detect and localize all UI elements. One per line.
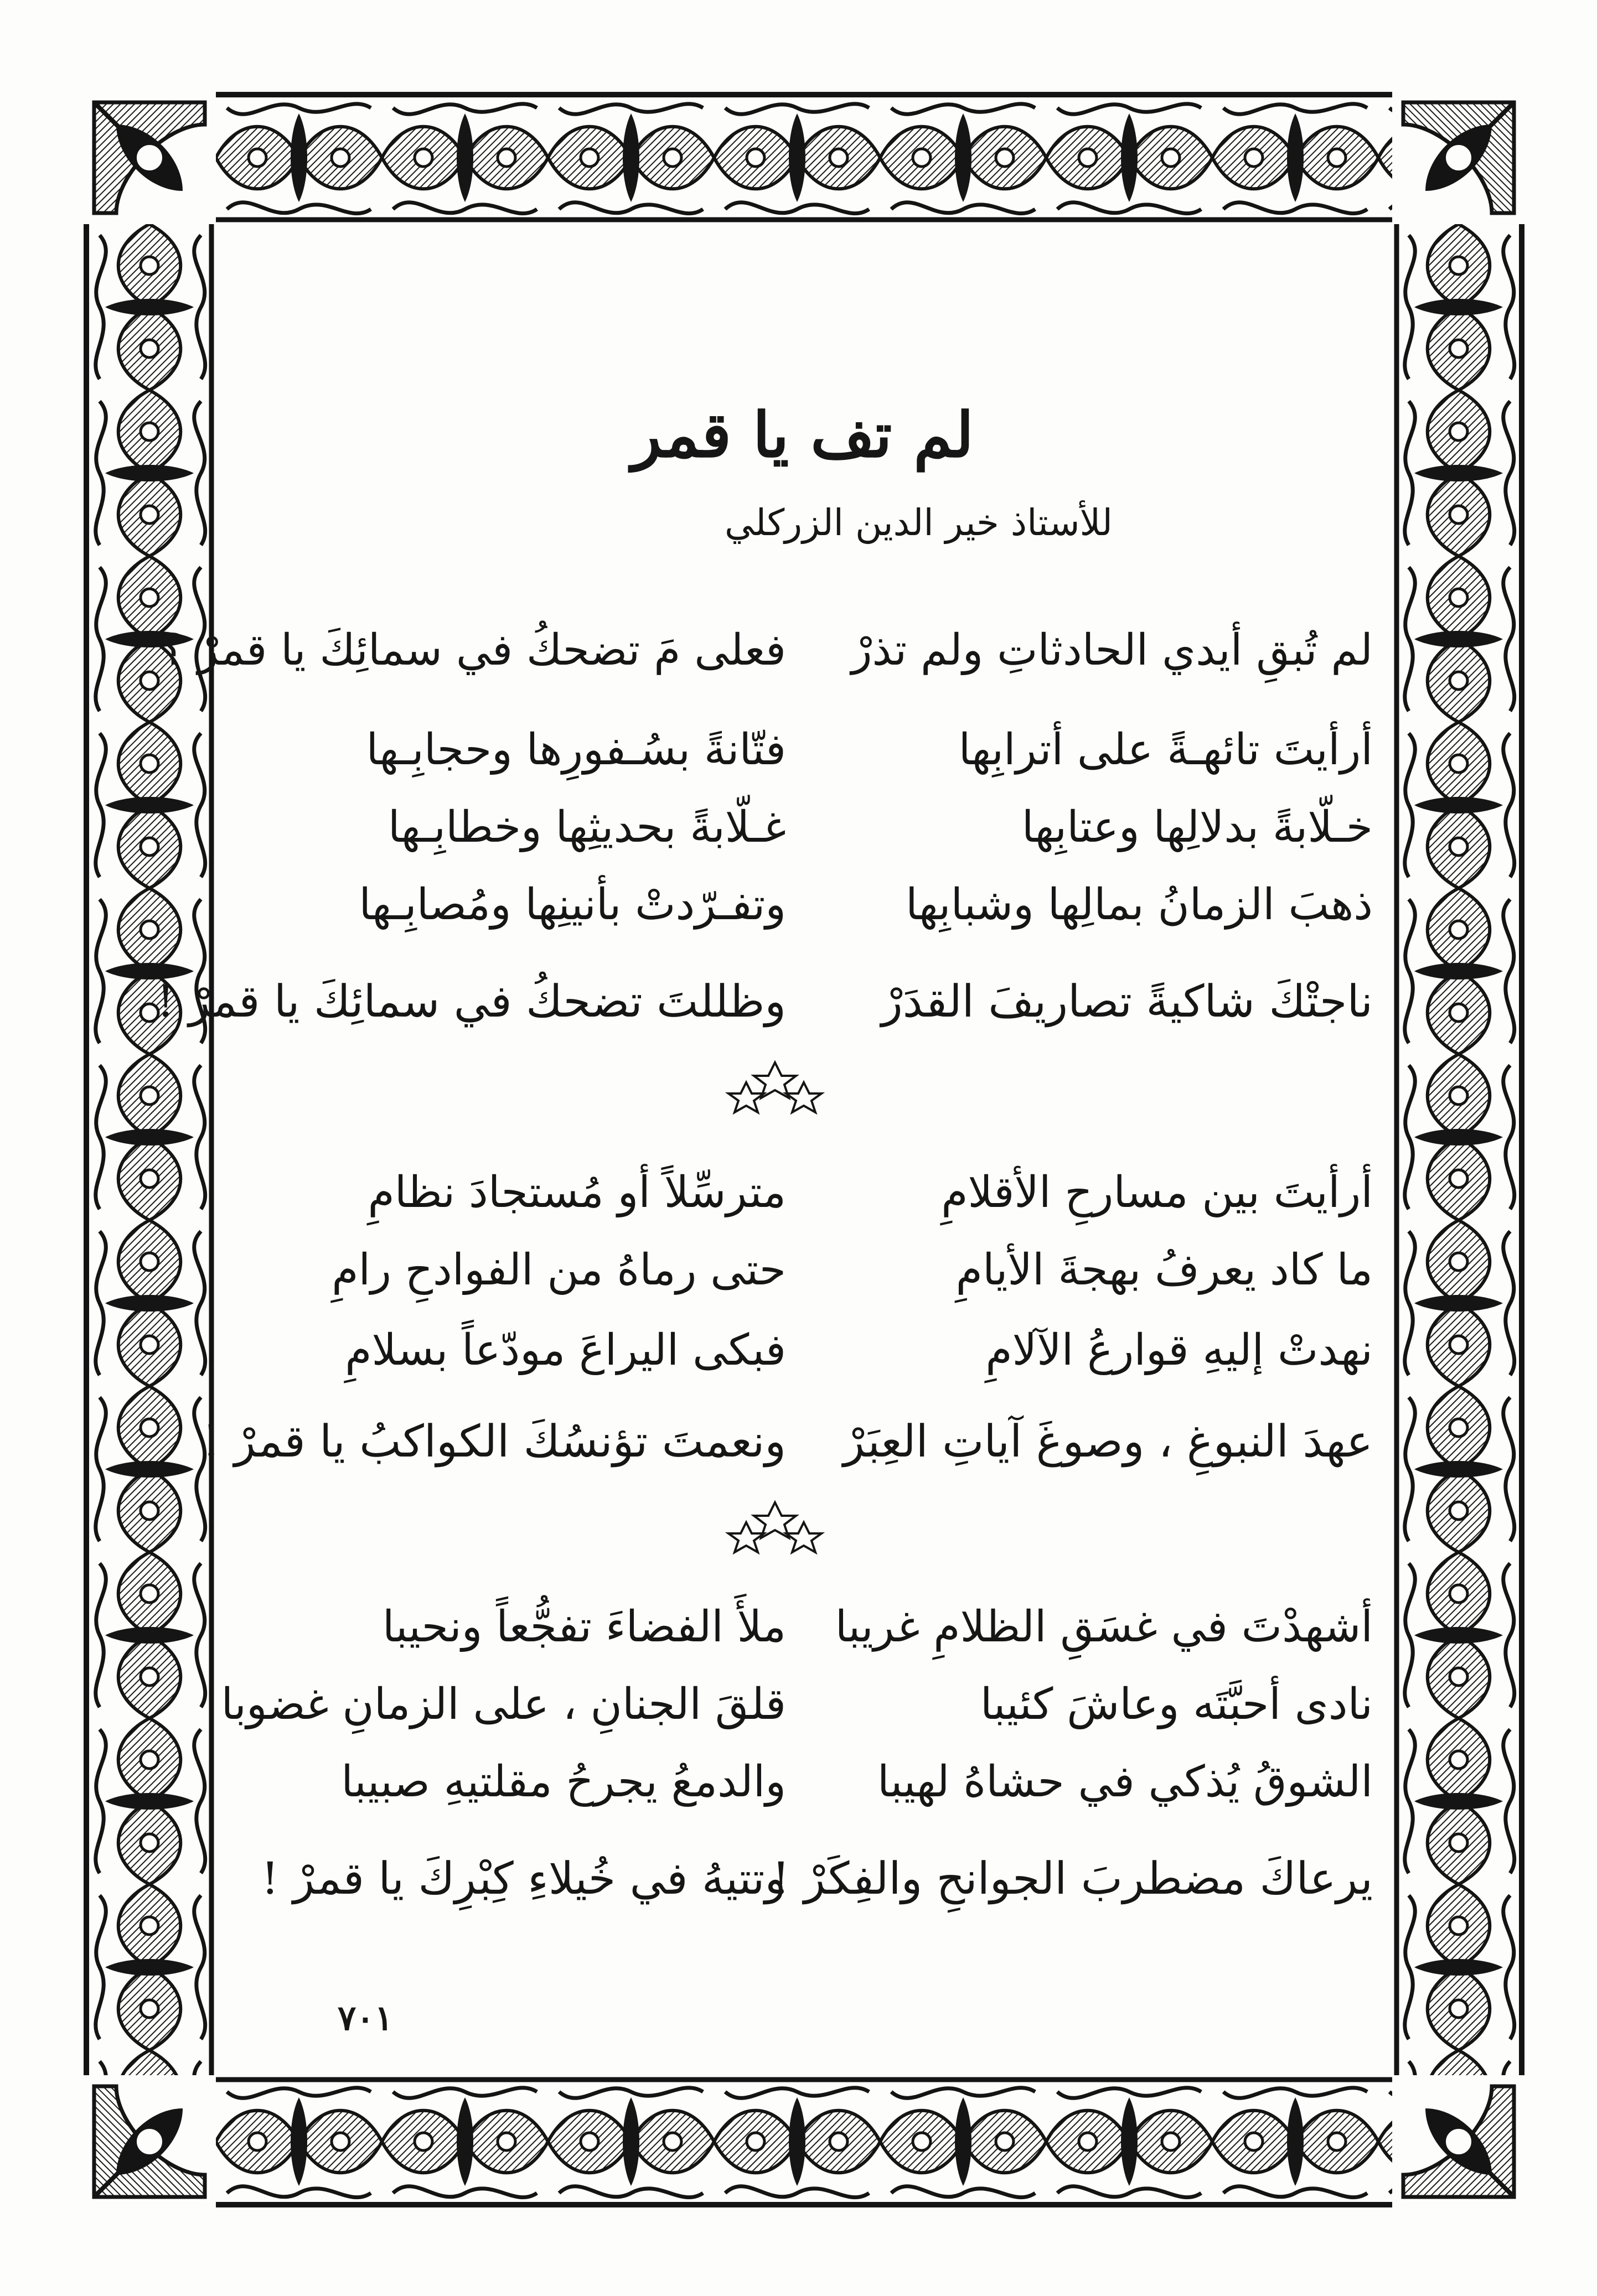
verse-line	[232, 1843, 1373, 1915]
stanza-separator	[720, 1497, 830, 1563]
verse-second-hemistich: غـلّابةً بحديثِها وخطابِـها	[387, 802, 786, 852]
verse-line	[232, 1157, 1373, 1229]
star-ornament-icon	[720, 1057, 830, 1123]
verse-first-hemistich: ناجتْكَ شاكيةً تصاريفَ القدَرْ	[881, 976, 1373, 1027]
verse-line	[232, 1234, 1373, 1306]
verse-first-hemistich: يرعاكَ مضطربَ الجوانحِ والفِكَرْ !	[772, 1853, 1373, 1904]
poem-page	[157, 238, 1373, 2108]
verse-second-hemistich: فبكى اليراعَ مودّعاً بسلامِ	[345, 1325, 786, 1375]
verse-first-hemistich: ذهبَ الزمانُ بمالِها وشبابِها	[906, 880, 1373, 930]
verse-second-hemistich: وتفـرّدتْ بأنينِها ومُصابِـها	[359, 880, 786, 930]
verse-second-hemistich: مترسِّلاً أو مُستجادَ نظامِ	[368, 1168, 786, 1217]
verse-first-hemistich: عهدَ النبوغِ ، وصوغَ آياتِ العِبَرْ	[843, 1416, 1373, 1467]
verse-line	[232, 1591, 1373, 1663]
verse-second-hemistich: وتتيهُ في خُيلاءِ كِبْرِكَ يا قمرْ !	[261, 1853, 786, 1904]
verse-line	[232, 1746, 1373, 1818]
verse-second-hemistich: ملأَ الفضاءَ تفجُّعاً ونحيبا	[382, 1602, 786, 1652]
star-ornament-icon	[720, 1497, 830, 1563]
verse-first-hemistich: خـلّابةً بدلالِها وعتابِها	[1021, 802, 1373, 852]
verse-second-hemistich: حتى رماهُ من الفوادحِ رامِ	[332, 1245, 786, 1295]
verse-line	[161, 614, 1373, 686]
poem-author: للأستاذ خير الدين الزركلي	[725, 501, 1113, 544]
verse-first-hemistich: أرأيتَ تائهـةً على أترابِها	[958, 725, 1373, 775]
verse-second-hemistich: ونعمتَ تؤنسُكَ الكواكبُ يا قمرْ !	[202, 1416, 786, 1467]
poem-title: لم تف يا قمر	[631, 399, 974, 471]
verse-first-hemistich: أرأيتَ بين مسارحِ الأقلامِ	[941, 1168, 1373, 1217]
verse-first-hemistich: لم تُبقِ أيدي الحادثاتِ ولم تذرْ	[851, 625, 1373, 675]
verse-line	[232, 1314, 1373, 1386]
verse-first-hemistich: الشوقُ يُذكي في حشاهُ لهيبا	[877, 1757, 1373, 1807]
verse-second-hemistich: وظللتَ تضحكُ في سمائِكَ يا قمرْ !	[157, 976, 786, 1027]
verse-first-hemistich: نهدتْ إليهِ قوارعُ الآلامِ	[985, 1325, 1373, 1375]
verse-second-hemistich: فتّانةً بسُـفورِها وحجابِـها	[366, 725, 786, 775]
verse-line	[157, 966, 1373, 1038]
verse-first-hemistich: ما كاد يعرفُ بهجةَ الأيامِ	[955, 1245, 1373, 1295]
stanza-separator	[720, 1057, 830, 1123]
page-number: ٧٠١	[338, 1998, 393, 2038]
verse-first-hemistich: أشهدْتَ في غسَقِ الظلامِ غريبا	[835, 1602, 1373, 1652]
verse-second-hemistich: قلقَ الجنانِ ، على الزمانِ غضوبا	[221, 1680, 786, 1729]
verse-line	[221, 1668, 1373, 1740]
verse-second-hemistich: والدمعُ يجرحُ مقلتيهِ صبيبا	[341, 1757, 786, 1807]
verse-line	[202, 1406, 1373, 1478]
verse-first-hemistich: نادى أحبَّتَه وعاشَ كئيبا	[980, 1680, 1373, 1729]
verse-line	[232, 869, 1373, 941]
verse-line	[232, 714, 1373, 786]
verse-second-hemistich: فعلى مَ تضحكُ في سمائِكَ يا قمرْ ؟	[161, 625, 786, 675]
verse-line	[232, 791, 1373, 863]
